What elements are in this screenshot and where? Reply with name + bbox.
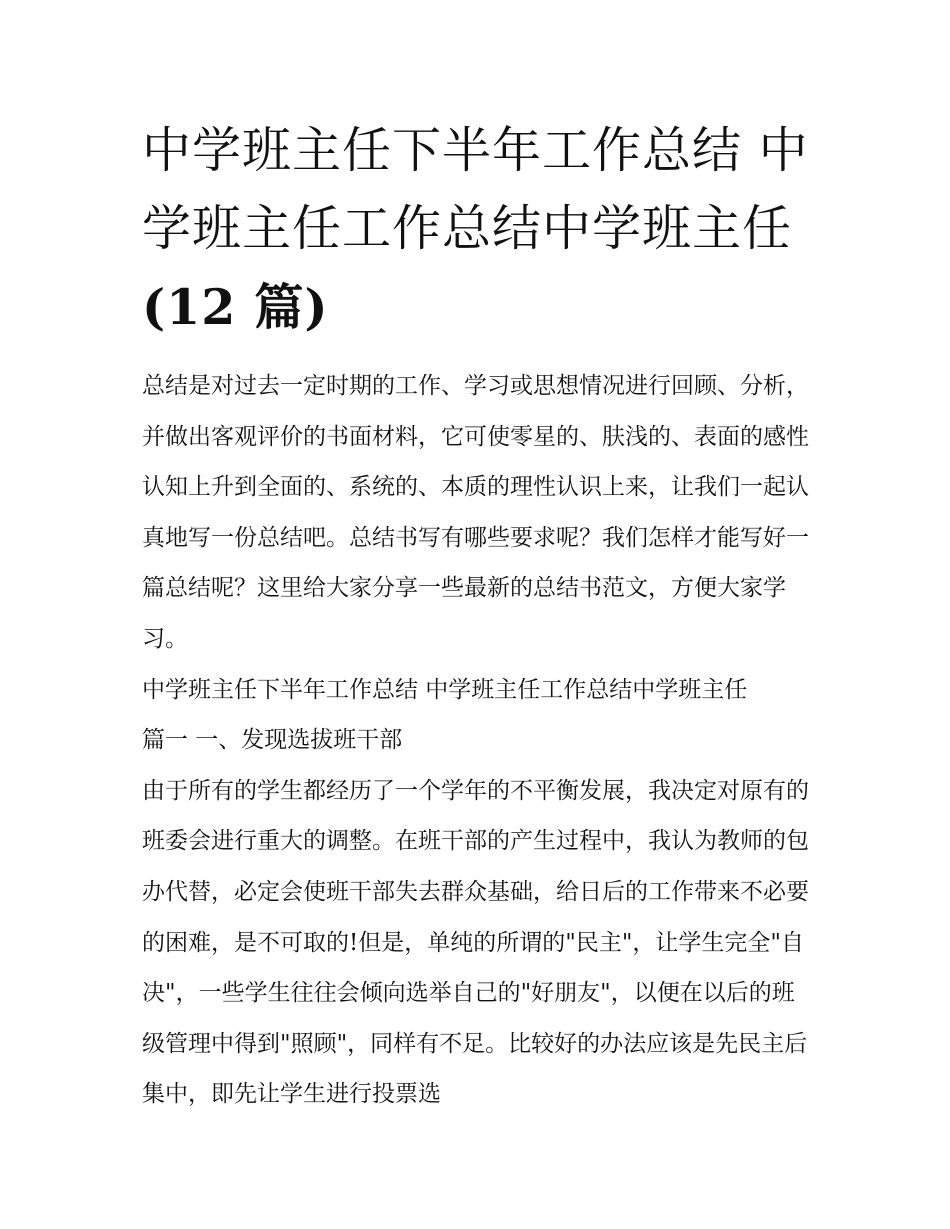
document-content — [142, 112, 814, 1120]
section-heading: 篇一 一、发现选拔班干部 — [142, 727, 403, 754]
document-title-count: (12 篇) — [142, 278, 329, 336]
subtitle-line: 中学班主任下半年工作总结 中学班主任工作总结中学班主任 — [142, 676, 748, 703]
body-paragraph: 由于所有的学生都经历了一个学年的不平衡发展，我决定对原有的班委会进行重大的调整。在班干部的产生过程中，我认为教师的包办代替，必定会使班干部失去群众基础，给日后的工作带来不必要的困难，是不可取的!但是，单纯的所谓的"民主"，让学生完全"自决"，一些学生往往会倾向选举自己的"好朋友"，以便在以后的班级管理中得到"照顾"，同样有不足。比较好的办法应该是先民主后集中，即先让学生进行投票选 — [142, 777, 809, 1108]
intro-paragraph: 总结是对过去一定时期的工作、学习或思想情况进行回顾、分析，并做出客观评价的书面材料，它可使零星的、肤浅的、表面的感性认知上升到全面的、系统的、本质的理性认识上来，让我们一起认真地写一份总结吧。总结书写有哪些要求呢？我们怎样才能写好一篇总结呢？这里给大家分享一些最新的总结书范文，方便大家学习。 — [142, 373, 809, 652]
document-title-main: 中学班主任下半年工作总结 中学班主任工作总结中学班主任 — [142, 122, 809, 257]
document-title — [142, 112, 814, 347]
